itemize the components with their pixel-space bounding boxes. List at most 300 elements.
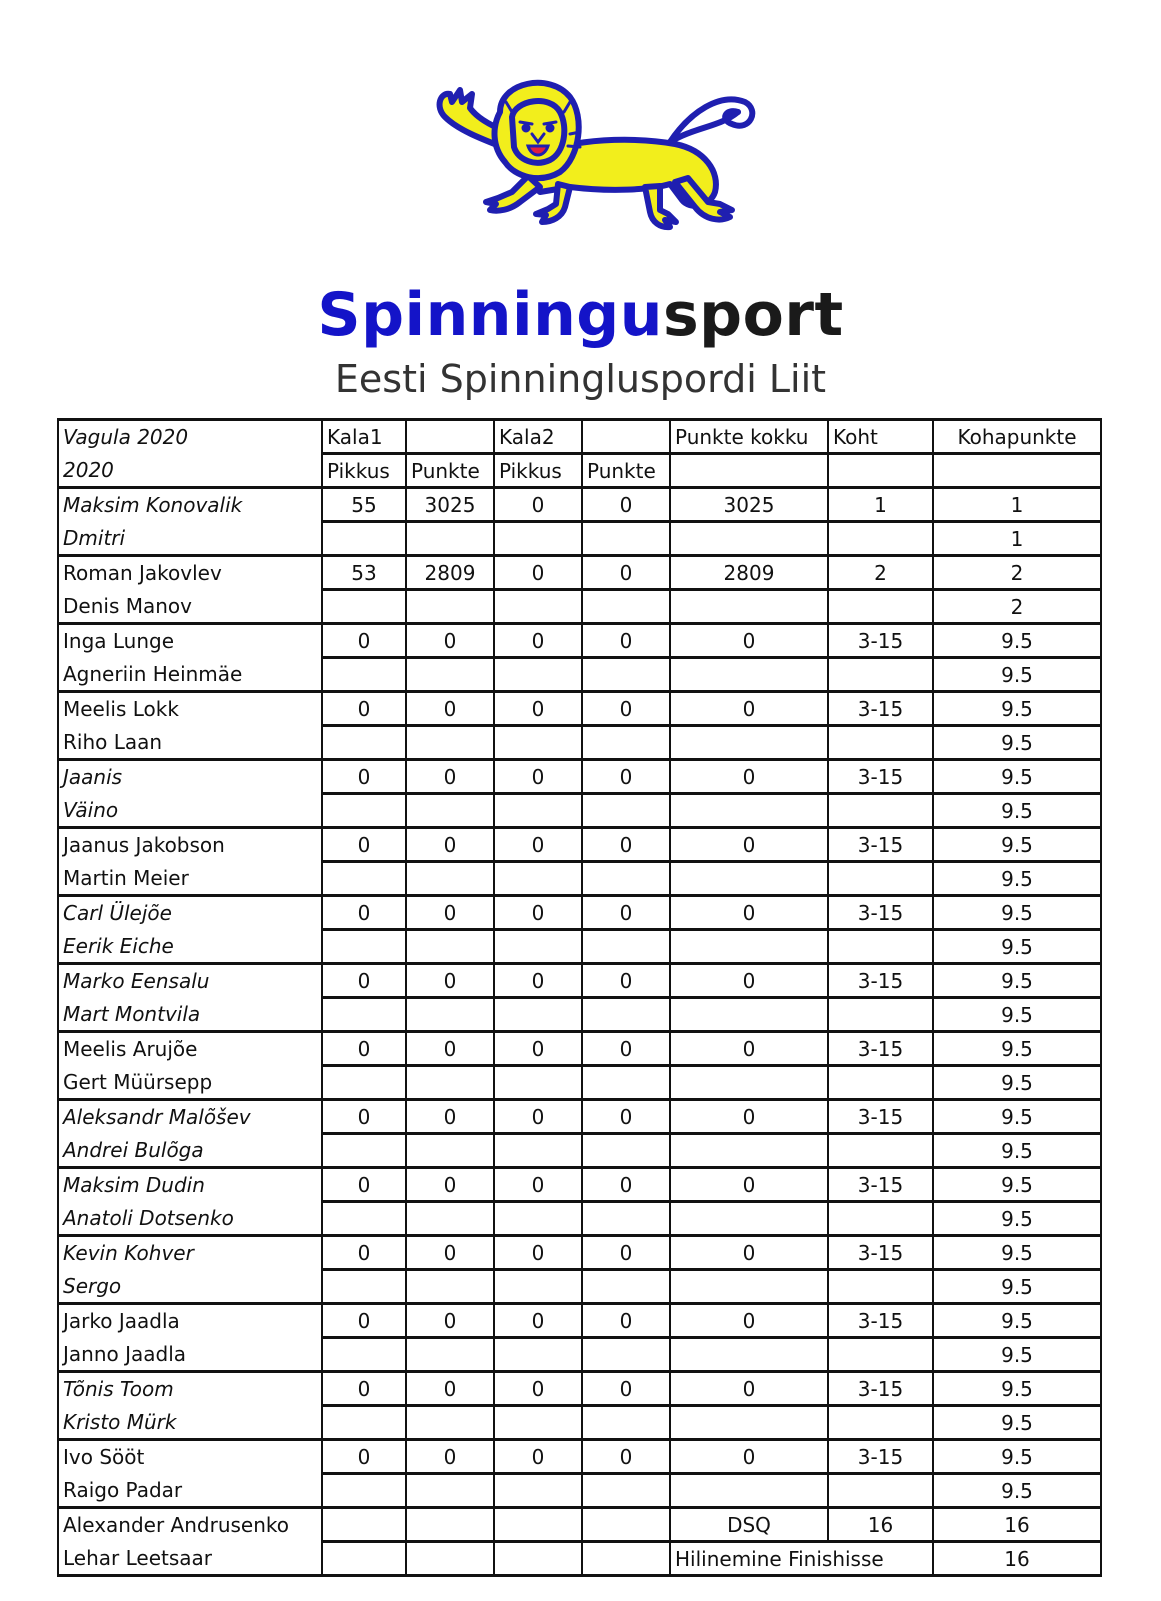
team-row xyxy=(58,1508,1101,1542)
dsq-note: Hilinemine Finishisse xyxy=(670,1542,933,1576)
place-points: 2 xyxy=(933,556,1101,590)
player-name: Tõnis Toom xyxy=(58,1372,322,1406)
place-points: 1 xyxy=(933,522,1101,556)
place-points: 9.5 xyxy=(933,692,1101,726)
empty-cell xyxy=(494,1202,582,1236)
empty-cell xyxy=(494,998,582,1032)
empty-cell xyxy=(670,1066,828,1100)
empty-cell xyxy=(494,1066,582,1100)
empty-cell xyxy=(582,1338,670,1372)
team-row-partner xyxy=(58,1270,1101,1304)
fish1-length: 0 xyxy=(322,760,406,794)
empty-cell xyxy=(582,1406,670,1440)
team-row-partner xyxy=(58,794,1101,828)
place: 3-15 xyxy=(828,1372,933,1406)
place-points: 16 xyxy=(933,1542,1101,1576)
lion-emblem-icon xyxy=(420,72,760,237)
header-total: Punkte kokku xyxy=(670,420,828,454)
fish2-length: 0 xyxy=(494,964,582,998)
empty-cell xyxy=(670,658,828,692)
empty-cell xyxy=(322,522,406,556)
team-row-partner xyxy=(58,1338,1101,1372)
empty-cell xyxy=(582,658,670,692)
empty-cell xyxy=(494,1270,582,1304)
team-row xyxy=(58,692,1101,726)
player-name: Anatoli Dotsenko xyxy=(58,1202,322,1236)
empty-cell xyxy=(582,590,670,624)
empty-cell xyxy=(494,1542,582,1576)
header-place: Koht xyxy=(828,420,933,454)
empty-cell xyxy=(494,862,582,896)
place-points: 9.5 xyxy=(933,1236,1101,1270)
place-points: 9.5 xyxy=(933,1168,1101,1202)
team-row-partner xyxy=(58,1542,1101,1576)
header-blank xyxy=(406,420,494,454)
empty-cell xyxy=(406,862,494,896)
place: 3-15 xyxy=(828,624,933,658)
empty-cell xyxy=(828,794,933,828)
fish2-points: 0 xyxy=(582,896,670,930)
empty-cell xyxy=(406,1202,494,1236)
empty-cell xyxy=(582,522,670,556)
place: 2 xyxy=(828,556,933,590)
fish1-length: 55 xyxy=(322,488,406,522)
fish1-points: 2809 xyxy=(406,556,494,590)
team-row-partner xyxy=(58,726,1101,760)
team-row xyxy=(58,760,1101,794)
fish1-points: 0 xyxy=(406,1168,494,1202)
team-row-partner xyxy=(58,1134,1101,1168)
place-points: 1 xyxy=(933,488,1101,522)
place-points: 9.5 xyxy=(933,828,1101,862)
place: 3-15 xyxy=(828,1440,933,1474)
empty-cell xyxy=(828,1406,933,1440)
header-fish1: Kala1 xyxy=(322,420,406,454)
empty-cell xyxy=(582,1270,670,1304)
player-name: Andrei Bulõga xyxy=(58,1134,322,1168)
empty-cell xyxy=(828,930,933,964)
empty-cell xyxy=(406,1066,494,1100)
empty-cell xyxy=(494,794,582,828)
fish1-length: 0 xyxy=(322,1168,406,1202)
total-points: 0 xyxy=(670,1100,828,1134)
fish2-length: 0 xyxy=(494,1304,582,1338)
fish1-length: 0 xyxy=(322,1236,406,1270)
player-name: Gert Müürsepp xyxy=(58,1066,322,1100)
empty-cell xyxy=(494,726,582,760)
empty-cell xyxy=(494,658,582,692)
empty-cell xyxy=(828,1338,933,1372)
team-row-partner xyxy=(58,862,1101,896)
empty-cell xyxy=(322,1338,406,1372)
empty-cell xyxy=(670,794,828,828)
empty-cell xyxy=(494,1338,582,1372)
header-blank xyxy=(582,420,670,454)
team-row xyxy=(58,1032,1101,1066)
place-points: 9.5 xyxy=(933,1270,1101,1304)
empty-cell xyxy=(828,1066,933,1100)
fish2-length: 0 xyxy=(494,896,582,930)
place-points: 9.5 xyxy=(933,1440,1101,1474)
header-points1: Punkte xyxy=(406,454,494,488)
empty-cell xyxy=(322,862,406,896)
brand-subtitle: Eesti Spinningluspordi Liit xyxy=(334,357,827,401)
fish1-length: 0 xyxy=(322,1440,406,1474)
fish2-length: 0 xyxy=(494,692,582,726)
total-points: 0 xyxy=(670,1236,828,1270)
fish2-length: 0 xyxy=(494,488,582,522)
empty-cell xyxy=(670,1338,828,1372)
header-length2: Pikkus xyxy=(494,454,582,488)
empty-cell xyxy=(670,522,828,556)
player-name: Dmitri xyxy=(58,522,322,556)
empty-cell xyxy=(406,1508,494,1542)
team-row xyxy=(58,556,1101,590)
place: 3-15 xyxy=(828,1032,933,1066)
empty-cell xyxy=(670,998,828,1032)
empty-cell xyxy=(494,1406,582,1440)
place: 16 xyxy=(828,1508,933,1542)
player-name: Raigo Padar xyxy=(58,1474,322,1508)
player-name: Martin Meier xyxy=(58,862,322,896)
empty-cell xyxy=(406,794,494,828)
team-row xyxy=(58,964,1101,998)
status-dsq: DSQ xyxy=(670,1508,828,1542)
empty-cell xyxy=(322,1406,406,1440)
place: 3-15 xyxy=(828,964,933,998)
brand-title-part1: Spinningu xyxy=(317,280,663,350)
team-row-partner xyxy=(58,1474,1101,1508)
fish1-length: 0 xyxy=(322,896,406,930)
player-name: Jarko Jaadla xyxy=(58,1304,322,1338)
team-row xyxy=(58,828,1101,862)
place-points: 9.5 xyxy=(933,794,1101,828)
empty-cell xyxy=(670,862,828,896)
empty-cell xyxy=(828,1474,933,1508)
empty-cell xyxy=(670,1270,828,1304)
team-row xyxy=(58,1440,1101,1474)
fish2-points: 0 xyxy=(582,692,670,726)
team-row-partner xyxy=(58,590,1101,624)
brand-title xyxy=(0,280,1161,350)
team-row xyxy=(58,1372,1101,1406)
empty-cell xyxy=(670,1134,828,1168)
empty-cell xyxy=(670,930,828,964)
place: 3-15 xyxy=(828,1304,933,1338)
header-fish2: Kala2 xyxy=(494,420,582,454)
place: 3-15 xyxy=(828,1236,933,1270)
header-points2: Punkte xyxy=(582,454,670,488)
total-points: 0 xyxy=(670,828,828,862)
header-length1: Pikkus xyxy=(322,454,406,488)
empty-cell xyxy=(406,658,494,692)
team-row-partner xyxy=(58,1406,1101,1440)
empty-cell xyxy=(582,1066,670,1100)
fish1-length: 0 xyxy=(322,624,406,658)
place-points: 9.5 xyxy=(933,964,1101,998)
empty-cell xyxy=(828,998,933,1032)
fish2-points: 0 xyxy=(582,1100,670,1134)
empty-cell xyxy=(406,1338,494,1372)
fish2-length: 0 xyxy=(494,1236,582,1270)
fish2-length: 0 xyxy=(494,760,582,794)
team-row xyxy=(58,1100,1101,1134)
empty-cell xyxy=(582,862,670,896)
empty-cell xyxy=(670,726,828,760)
empty-cell xyxy=(494,1474,582,1508)
empty-cell xyxy=(582,930,670,964)
results-table xyxy=(57,418,1102,1577)
place: 3-15 xyxy=(828,828,933,862)
place: 1 xyxy=(828,488,933,522)
place-points: 9.5 xyxy=(933,1474,1101,1508)
fish1-points: 0 xyxy=(406,1440,494,1474)
total-points: 0 xyxy=(670,964,828,998)
place-points: 9.5 xyxy=(933,1372,1101,1406)
player-name: Eerik Eiche xyxy=(58,930,322,964)
fish1-points: 0 xyxy=(406,1032,494,1066)
empty-cell xyxy=(828,1202,933,1236)
empty-cell xyxy=(494,930,582,964)
fish1-points: 0 xyxy=(406,896,494,930)
fish2-length: 0 xyxy=(494,1032,582,1066)
empty-cell xyxy=(582,1134,670,1168)
empty-cell xyxy=(406,590,494,624)
empty-cell xyxy=(406,1542,494,1576)
event-name: Vagula 2020 xyxy=(58,420,322,454)
fish1-length: 0 xyxy=(322,964,406,998)
total-points: 0 xyxy=(670,760,828,794)
team-row xyxy=(58,1236,1101,1270)
place: 3-15 xyxy=(828,760,933,794)
empty-cell xyxy=(406,1134,494,1168)
empty-cell xyxy=(494,1508,582,1542)
fish1-length: 0 xyxy=(322,1100,406,1134)
player-name: Kevin Kohver xyxy=(58,1236,322,1270)
fish2-points: 0 xyxy=(582,1168,670,1202)
player-name: Marko Eensalu xyxy=(58,964,322,998)
total-points: 0 xyxy=(670,1372,828,1406)
team-row-partner xyxy=(58,658,1101,692)
player-name: Väino xyxy=(58,794,322,828)
fish1-points: 0 xyxy=(406,964,494,998)
place-points: 9.5 xyxy=(933,1066,1101,1100)
fish2-points: 0 xyxy=(582,1304,670,1338)
header-blank xyxy=(933,454,1101,488)
empty-cell xyxy=(828,1134,933,1168)
empty-cell xyxy=(670,1202,828,1236)
place: 3-15 xyxy=(828,692,933,726)
fish1-length: 0 xyxy=(322,1372,406,1406)
fish1-points: 0 xyxy=(406,760,494,794)
place-points: 9.5 xyxy=(933,1338,1101,1372)
header-row-2 xyxy=(58,454,1101,488)
fish1-points: 0 xyxy=(406,828,494,862)
fish1-points: 0 xyxy=(406,692,494,726)
header-place-points: Kohapunkte xyxy=(933,420,1101,454)
fish2-length: 0 xyxy=(494,556,582,590)
place-points: 9.5 xyxy=(933,1032,1101,1066)
empty-cell xyxy=(322,1474,406,1508)
fish1-length: 0 xyxy=(322,1032,406,1066)
empty-cell xyxy=(322,726,406,760)
empty-cell xyxy=(494,590,582,624)
team-row xyxy=(58,624,1101,658)
empty-cell xyxy=(582,1202,670,1236)
fish1-points: 0 xyxy=(406,1372,494,1406)
empty-cell xyxy=(828,590,933,624)
fish2-length: 0 xyxy=(494,1100,582,1134)
place-points: 9.5 xyxy=(933,998,1101,1032)
player-name: Roman Jakovlev xyxy=(58,556,322,590)
total-points: 0 xyxy=(670,1032,828,1066)
total-points: 0 xyxy=(670,1168,828,1202)
fish1-points: 0 xyxy=(406,1100,494,1134)
empty-cell xyxy=(406,726,494,760)
event-year: 2020 xyxy=(58,454,322,488)
empty-cell xyxy=(828,1270,933,1304)
player-name: Aleksandr Malõšev xyxy=(58,1100,322,1134)
team-row xyxy=(58,1168,1101,1202)
empty-cell xyxy=(406,1474,494,1508)
place-points: 9.5 xyxy=(933,896,1101,930)
empty-cell xyxy=(582,794,670,828)
place-points: 9.5 xyxy=(933,760,1101,794)
header-blank xyxy=(670,454,828,488)
empty-cell xyxy=(322,658,406,692)
empty-cell xyxy=(322,794,406,828)
fish1-length: 0 xyxy=(322,692,406,726)
empty-cell xyxy=(406,930,494,964)
empty-cell xyxy=(494,522,582,556)
empty-cell xyxy=(582,1474,670,1508)
empty-cell xyxy=(670,590,828,624)
fish2-points: 0 xyxy=(582,624,670,658)
player-name: Jaanus Jakobson xyxy=(58,828,322,862)
empty-cell xyxy=(322,1508,406,1542)
total-points: 0 xyxy=(670,1304,828,1338)
player-name: Kristo Mürk xyxy=(58,1406,322,1440)
fish2-length: 0 xyxy=(494,1168,582,1202)
total-points: 0 xyxy=(670,1440,828,1474)
player-name: Janno Jaadla xyxy=(58,1338,322,1372)
total-points: 0 xyxy=(670,692,828,726)
fish1-points: 0 xyxy=(406,1236,494,1270)
brand-title-part2: sport xyxy=(662,280,844,350)
total-points: 0 xyxy=(670,896,828,930)
fish1-points: 0 xyxy=(406,1304,494,1338)
fish2-length: 0 xyxy=(494,828,582,862)
fish2-points: 0 xyxy=(582,1032,670,1066)
fish2-points: 0 xyxy=(582,828,670,862)
empty-cell xyxy=(582,998,670,1032)
empty-cell xyxy=(406,1406,494,1440)
player-name: Denis Manov xyxy=(58,590,322,624)
empty-cell xyxy=(406,522,494,556)
fish2-points: 0 xyxy=(582,964,670,998)
empty-cell xyxy=(582,726,670,760)
place-points: 9.5 xyxy=(933,1134,1101,1168)
player-name: Sergo xyxy=(58,1270,322,1304)
player-name: Maksim Dudin xyxy=(58,1168,322,1202)
place-points: 16 xyxy=(933,1508,1101,1542)
place-points: 9.5 xyxy=(933,1202,1101,1236)
fish1-length: 53 xyxy=(322,556,406,590)
empty-cell xyxy=(828,522,933,556)
empty-cell xyxy=(406,998,494,1032)
fish1-length: 0 xyxy=(322,1304,406,1338)
place-points: 9.5 xyxy=(933,624,1101,658)
place: 3-15 xyxy=(828,1100,933,1134)
team-row-partner xyxy=(58,522,1101,556)
total-points: 3025 xyxy=(670,488,828,522)
place-points: 9.5 xyxy=(933,930,1101,964)
fish2-points: 0 xyxy=(582,760,670,794)
player-name: Agneriin Heinmäe xyxy=(58,658,322,692)
team-row-partner xyxy=(58,998,1101,1032)
player-name: Ivo Sööt xyxy=(58,1440,322,1474)
place-points: 9.5 xyxy=(933,1304,1101,1338)
team-row-partner xyxy=(58,930,1101,964)
place-points: 9.5 xyxy=(933,658,1101,692)
team-row-partner xyxy=(58,1066,1101,1100)
place-points: 9.5 xyxy=(933,726,1101,760)
player-name: Maksim Konovalik xyxy=(58,488,322,522)
fish2-points: 0 xyxy=(582,1236,670,1270)
fish2-length: 0 xyxy=(494,1372,582,1406)
empty-cell xyxy=(828,862,933,896)
place: 3-15 xyxy=(828,896,933,930)
team-row xyxy=(58,488,1101,522)
fish2-points: 0 xyxy=(582,1440,670,1474)
empty-cell xyxy=(406,1270,494,1304)
empty-cell xyxy=(322,1542,406,1576)
fish2-points: 0 xyxy=(582,1372,670,1406)
fish1-length: 0 xyxy=(322,828,406,862)
place: 3-15 xyxy=(828,1168,933,1202)
empty-cell xyxy=(670,1474,828,1508)
empty-cell xyxy=(828,726,933,760)
empty-cell xyxy=(828,658,933,692)
empty-cell xyxy=(322,998,406,1032)
empty-cell xyxy=(670,1406,828,1440)
player-name: Carl Ülejõe xyxy=(58,896,322,930)
player-name: Meelis Arujõe xyxy=(58,1032,322,1066)
empty-cell xyxy=(322,1270,406,1304)
fish2-points: 0 xyxy=(582,488,670,522)
total-points: 2809 xyxy=(670,556,828,590)
player-name: Meelis Lokk xyxy=(58,692,322,726)
player-name: Riho Laan xyxy=(58,726,322,760)
empty-cell xyxy=(582,1542,670,1576)
place-points: 9.5 xyxy=(933,1100,1101,1134)
header-blank xyxy=(828,454,933,488)
player-name: Alexander Andrusenko xyxy=(58,1508,322,1542)
player-name: Lehar Leetsaar xyxy=(58,1542,322,1576)
place-points: 9.5 xyxy=(933,862,1101,896)
empty-cell xyxy=(322,1202,406,1236)
empty-cell xyxy=(582,1508,670,1542)
fish2-length: 0 xyxy=(494,1440,582,1474)
place-points: 2 xyxy=(933,590,1101,624)
header-row-1 xyxy=(58,420,1101,454)
fish1-points: 0 xyxy=(406,624,494,658)
team-row xyxy=(58,1304,1101,1338)
empty-cell xyxy=(322,590,406,624)
empty-cell xyxy=(322,1066,406,1100)
fish2-points: 0 xyxy=(582,556,670,590)
empty-cell xyxy=(322,930,406,964)
